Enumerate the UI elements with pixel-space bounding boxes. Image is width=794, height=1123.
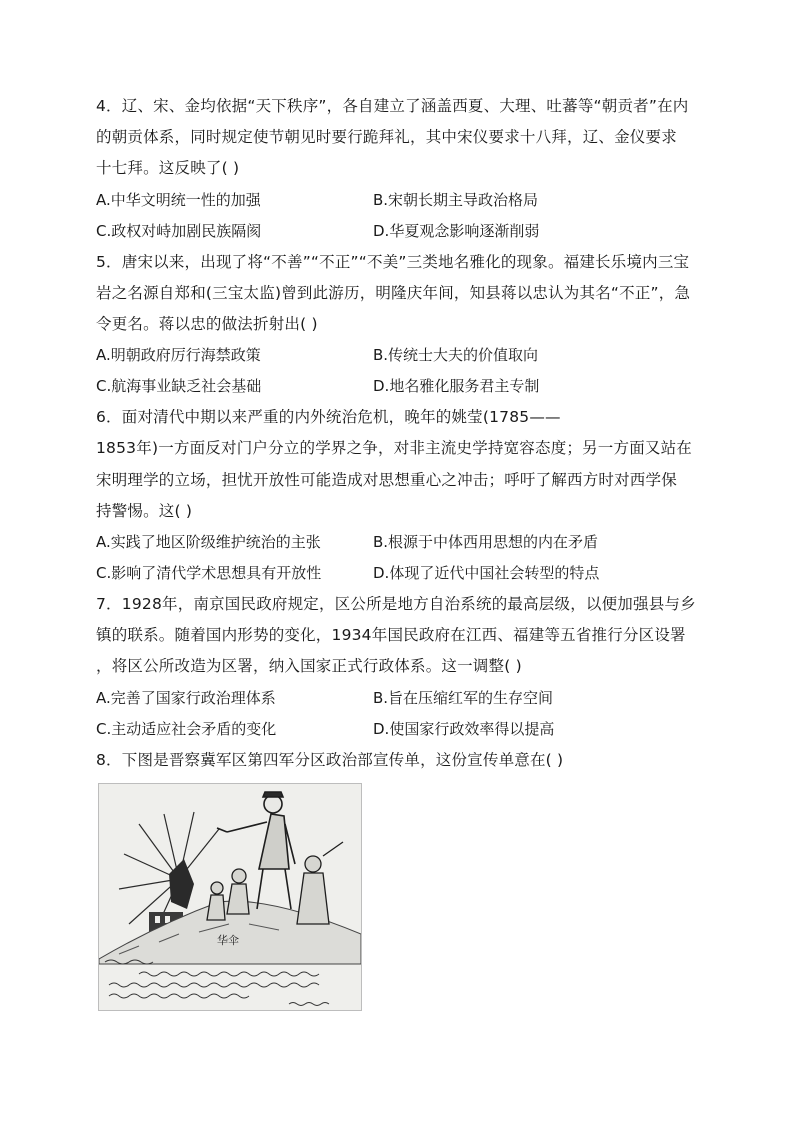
q6-option-a[interactable]: A.实践了地区阶级维护统治的主张 <box>96 533 321 551</box>
q6-option-c[interactable]: C.影响了清代学术思想具有开放性 <box>96 564 322 582</box>
q7-line-3: ，将区公所改造为区署，纳入国家正式行政体系。这一调整( ) <box>96 657 522 675</box>
leaflet-illustration <box>99 784 361 1010</box>
q5-option-d[interactable]: D.地名雅化服务君主专制 <box>373 377 540 395</box>
q4-line-3: 十七拜。这反映了( ) <box>96 159 240 177</box>
q7-line-1: 7．1928年，南京国民政府规定，区公所是地方自治系统的最高层级，以便加强县与乡 <box>96 595 696 613</box>
q7-option-b[interactable]: B.旨在压缩红军的生存空间 <box>373 689 554 707</box>
q8-line-1: 8．下图是晋察冀军区第四军分区政治部宣传单，这份宣传单意在( ) <box>96 751 564 769</box>
q5-option-a[interactable]: A.明朝政府厉行海禁政策 <box>96 346 261 364</box>
q5-line-3: 令更名。蒋以忠的做法折射出( ) <box>96 315 318 333</box>
q4-line-2: 的朝贡体系，同时规定使节朝见时要行跪拜礼，其中宋仪要求十八拜，辽、金仪要求 <box>96 128 677 146</box>
q4-option-a[interactable]: A.中华文明统一性的加强 <box>96 191 261 209</box>
q6-option-d[interactable]: D.体现了近代中国社会转型的特点 <box>373 564 600 582</box>
q4-line-1: 4．辽、宋、金均依据“天下秩序”，各自建立了涵盖西夏、大理、吐蕃等“朝贡者”在内 <box>96 97 689 115</box>
q5-line-2: 岩之名源自郑和(三宝太监)曾到此游历，明隆庆年间，知县蒋以忠认为其名“不正”，急 <box>96 284 691 302</box>
q5-option-b[interactable]: B.传统士大夫的价值取向 <box>373 346 539 364</box>
q7-option-d[interactable]: D.使国家行政效率得以提高 <box>373 720 555 738</box>
q7-option-a[interactable]: A.完善了国家行政治理体系 <box>96 689 276 707</box>
leaflet-caption: 华伞 <box>217 934 239 947</box>
q6-line-4: 持警惕。这( ) <box>96 502 193 520</box>
q4-option-c[interactable]: C.政权对峙加剧民族隔阂 <box>96 222 262 240</box>
propaganda-leaflet-image <box>98 783 362 1011</box>
q6-line-3: 宋明理学的立场，担忧开放性可能造成对思想重心之冲击；呼吁了解西方时对西学保 <box>96 471 677 489</box>
q7-line-2: 镇的联系。随着国内形势的变化，1934年国民政府在江西、福建等五省推行分区设署 <box>96 626 686 644</box>
q6-line-2: 1853年)一方面反对门户分立的学界之争，对非主流史学持宽容态度；另一方面又站在 <box>96 439 692 457</box>
q5-option-c[interactable]: C.航海事业缺乏社会基础 <box>96 377 262 395</box>
q4-option-d[interactable]: D.华夏观念影响逐渐削弱 <box>373 222 540 240</box>
q4-option-b[interactable]: B.宋朝长期主导政治格局 <box>373 191 539 209</box>
q6-line-1: 6．面对清代中期以来严重的内外统治危机，晚年的姚莹(1785—— <box>96 408 561 426</box>
q6-option-b[interactable]: B.根源于中体西用思想的内在矛盾 <box>373 533 599 551</box>
q7-option-c[interactable]: C.主动适应社会矛盾的变化 <box>96 720 277 738</box>
q5-line-1: 5．唐宋以来，出现了将“不善”“不正”“不美”三类地名雅化的现象。福建长乐境内三宝 <box>96 253 690 271</box>
